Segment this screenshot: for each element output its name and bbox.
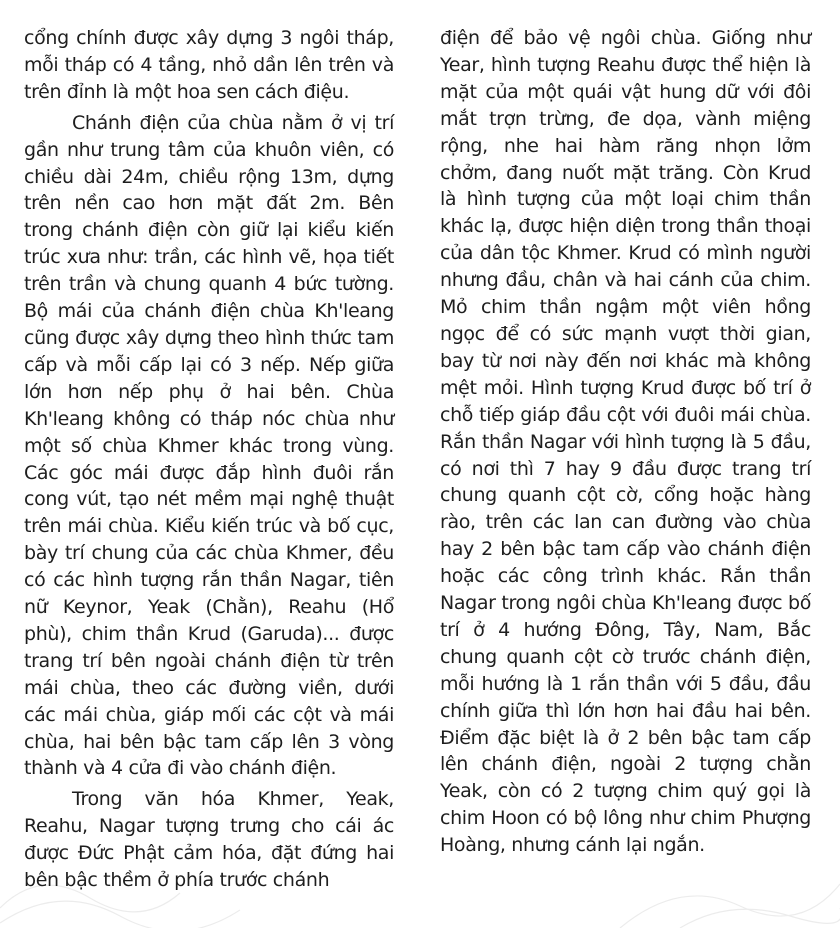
paragraph-4: điện để bảo vệ ngôi chùa. Giống như Year, hình tượng Reahu được thể hiện là mặt của một quái vật hung dữ với đôi mắt trợn trừng, đe dọa, vành miệng rộng, nhe hai hàm răng nhọn lởm chởm, đang nuốt mặt trăng. Còn Krud là hình tượng của một loại chim thần khác lạ, được hiện diện trong thần thoại của dân tộc Khmer. Krud có mình người nhưng đầu, chân và hai cánh của chim. Mỏ chim thần ngậm một viên hồng ngọc để có sức mạnh vượt thời gian, bay từ nơi này đến nơi khác mà không mệt mỏi. Hình tượng Krud được bố trí ở chỗ tiếp giáp đầu cột với đuôi mái chùa. Rắn thần Nagar với hình tượng là 5 đầu, có nơi thì 7 hay 9 đầu được trang trí chung quanh cột cờ, cổng hoặc hàng rào, trên các lan can đường vào chùa hay 2 bên bậc tam cấp vào chánh điện hoặc các công trình khác. Rắn thần Nagar trong ngôi chùa Kh'leang được bố trí ở 4 hướng Đông, Tây, Nam, Bắc chung quanh cột cờ trước chánh điện, mỗi hướng là 1 rắn thần với 5 đầu, đầu chính giữa thì lớn hơn hai đầu hai bên. Điểm đặc biệt là ở 2 bên bậc tam cấp lên chánh điện, ngoài 2 tượng chằn Yeak, còn có 2 tượng chim quý gọi là chim Hoon có bộ lông như chim Phượng Hoàng, nhưng cánh lại ngắn. [440, 27, 811, 857]
paragraph-2: Chánh điện của chùa nằm ở vị trí gần như trung tâm của khuôn viên, có chiều dài 24m, chiều rộng 13m, dựng trên nền cao hơn mặt đất 2m. Bên trong chánh điện còn giữ lại kiểu kiến trúc xưa như: trần, các hình vẽ, họa tiết trên trần và chung quanh 4 bức tường. Bộ mái của chánh điện chùa Kh'leang cũng được xây dựng theo hình thức tam cấp và mỗi cấp lại có 3 nếp. Nếp giữa lớn hơn nếp phụ ở hai bên. Chùa Kh'leang không có tháp nóc chùa như một số chùa Khmer khác trong vùng. Các góc mái được đắp hình đuôi rắn cong vút, tạo nét mềm mại nghệ thuật trên mái chùa. Kiểu kiến trúc và bố cục, bày trí chung của các chùa Khmer, đều có các hình tượng rắn thần Nagar, tiên nữ Keynor, Yeak (Chằn), Reahu (Hổ phù), chim thần Krud (Garuda)... được trang trí bên ngoài chánh điện từ trên mái chùa, theo các đường viền, dưới các mái chùa, giáp mối các cột và mái chùa, hai bên bậc tam cấp lên 3 vòng thành và 4 cửa đi vào chánh điện. [24, 111, 394, 780]
paragraph-1: cổng chính được xây dựng 3 ngôi tháp, mỗi tháp có 4 tầng, nhỏ dần lên trên và trên đỉnh là một hoa sen cách điệu. [24, 27, 394, 103]
left-text-column [24, 25, 394, 894]
paragraph-3: Trong văn hóa Khmer, Yeak, Reahu, Nagar tượng trưng cho cái ác được Đức Phật cảm hóa, đặt đứng hai bên bậc thềm ở phía trước chánh [24, 788, 394, 892]
right-text-column [440, 25, 811, 859]
